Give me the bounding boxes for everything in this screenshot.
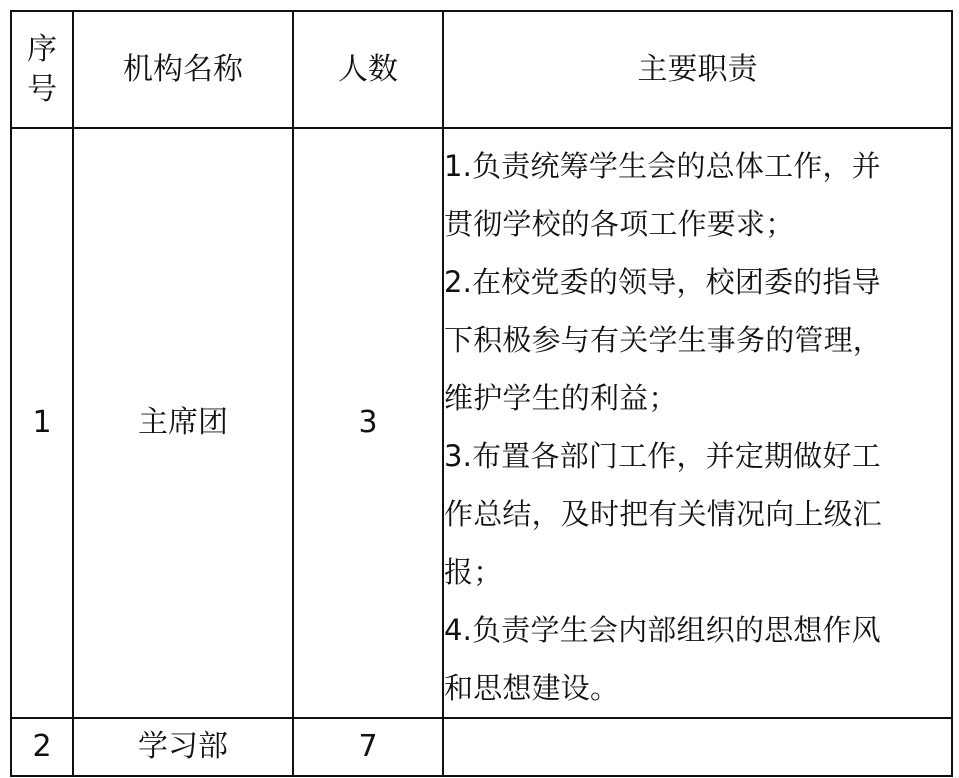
duty-line: 作总结，及时把有关情况向上级汇 xyxy=(444,497,883,531)
row-count-cell xyxy=(293,128,443,718)
header-duties xyxy=(443,11,952,128)
row-no: 1 xyxy=(32,405,52,440)
header-duties-label: 主要职责 xyxy=(637,51,758,87)
row-duties-cell xyxy=(443,718,952,776)
table-row xyxy=(11,718,952,776)
duty-line: 2.在校党委的领导，校团委的指导 xyxy=(444,265,881,299)
duty-line: 和思想建设。 xyxy=(444,671,620,705)
table-row xyxy=(11,128,952,718)
duty-line: 1.负责统筹学生会的总体工作，并 xyxy=(444,149,881,183)
duty-line: 维护学生的利益； xyxy=(444,381,678,415)
row-name: 主席团 xyxy=(138,405,228,440)
organization-table xyxy=(10,10,953,777)
row-name-cell xyxy=(73,128,293,718)
header-count xyxy=(293,11,443,128)
row-count: 7 xyxy=(358,729,378,764)
row-no: 2 xyxy=(32,729,52,764)
row-no-cell xyxy=(11,128,73,718)
row-count-cell xyxy=(293,718,443,776)
organization-table-container xyxy=(10,10,951,777)
header-name xyxy=(73,11,293,128)
header-no-label: 序号 xyxy=(27,31,57,107)
header-name-label: 机构名称 xyxy=(123,51,243,87)
duty-line: 贯彻学校的各项工作要求； xyxy=(444,207,795,241)
row-duties-cell xyxy=(443,128,952,718)
duty-line: 4.负责学生会内部组织的思想作风 xyxy=(444,613,881,647)
duty-line: 报； xyxy=(444,555,503,589)
row-name-cell xyxy=(73,718,293,776)
row-name: 学习部 xyxy=(138,729,228,764)
header-count-label: 人数 xyxy=(338,51,398,87)
row-count: 3 xyxy=(358,405,378,440)
duty-line: 下积极参与有关学生事务的管理， xyxy=(444,323,883,357)
row-no-cell xyxy=(11,718,73,776)
header-no xyxy=(11,11,73,128)
duty-line: 3.布置各部门工作，并定期做好工 xyxy=(444,439,881,473)
table-header-row xyxy=(11,11,952,128)
